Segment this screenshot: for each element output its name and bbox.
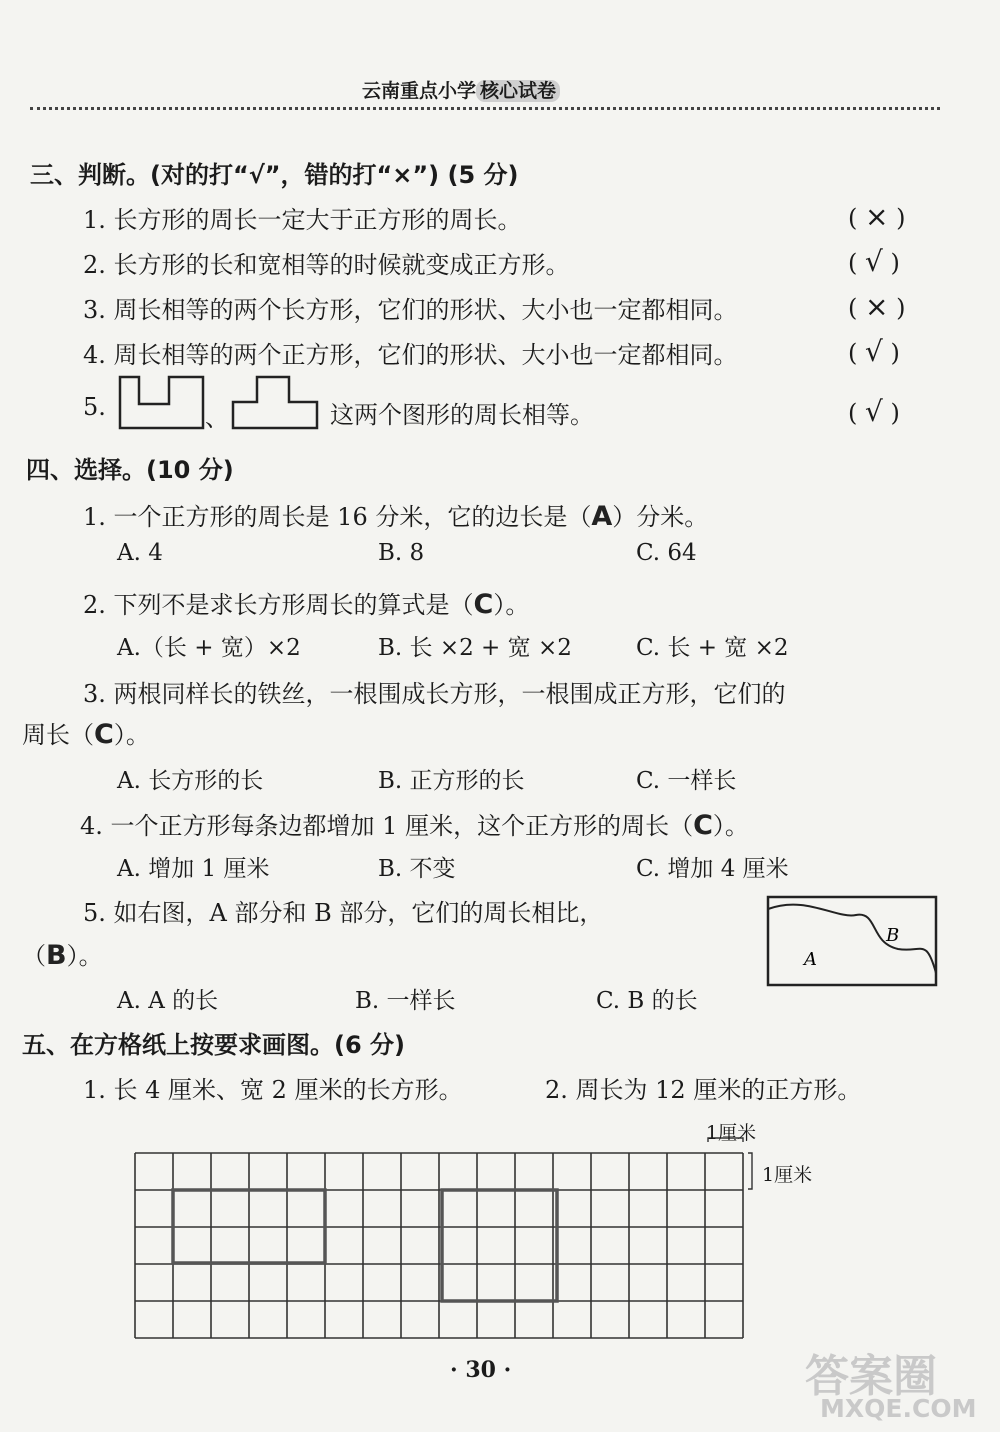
choice-q5-option-c: C. B 的长 [596, 988, 698, 1014]
choice-q2-stem-end: ）。 [493, 591, 530, 619]
choice-q1 [83, 497, 708, 532]
choice-q3-line2 [22, 715, 150, 750]
unit-bracket-side [748, 1153, 752, 1189]
choice-q5-num: 5. [83, 899, 106, 927]
check-mark: √ [865, 395, 883, 428]
choice-q3-stem-line2: 周长（ [22, 721, 94, 749]
judge-item-1 [83, 200, 522, 235]
choice-q5-answer: B [46, 940, 67, 971]
judge-item-1-text: 长方形的周长一定大于正方形的周长。 [113, 206, 522, 234]
header-divider [30, 107, 940, 110]
choice-q2-option-a: A.（长 + 宽）×2 [117, 635, 301, 661]
judge-item-4 [83, 335, 738, 370]
figure-label-a: A [804, 949, 817, 970]
choice-q4-stem: 一个正方形每条边都增加 1 厘米，这个正方形的周长（ [110, 812, 694, 840]
watermark-url: MXQE.COM [820, 1394, 977, 1423]
choice-q2-stem: 下列不是求长方形周长的算式是（ [113, 591, 474, 619]
header-title-highlight: 核心试卷 [476, 80, 560, 102]
judge-item-3-num: 3. [83, 296, 106, 324]
choice-q5-option-b: B. 一样长 [355, 988, 456, 1014]
check-mark: √ [865, 245, 883, 278]
notched-rectangle-shape [120, 377, 203, 428]
section5-title: 五、在方格纸上按要求画图。(6 分) [22, 1031, 405, 1059]
judge-item-2-num: 2. [83, 251, 106, 279]
choice-q4-stem-end: ）。 [712, 812, 749, 840]
choice-q1-option-c: C. 64 [636, 540, 697, 566]
figure-label-b: B [886, 925, 900, 946]
choice-q3-option-c: C. 一样长 [636, 768, 737, 794]
unit-label-side: 1厘米 [762, 1164, 813, 1186]
choice-q4-num: 4. [80, 812, 103, 840]
choice-q3-option-a: A. 长方形的长 [117, 768, 264, 794]
choice-q4-option-a: A. 增加 1 厘米 [117, 856, 270, 882]
page-number: · 30 · [450, 1357, 512, 1383]
choice-q5-line2 [22, 936, 103, 971]
draw-task-2: 2. 周长为 12 厘米的正方形。 [545, 1076, 862, 1104]
grid-paper [130, 1115, 830, 1345]
choice-q3-answer: C [94, 719, 114, 750]
choice-q2-num: 2. [83, 591, 106, 619]
choice-q4-option-c: C. 增加 4 厘米 [636, 856, 789, 882]
choice-q1-answer: A [591, 501, 613, 532]
choice-q1-option-a: A. 4 [117, 540, 163, 566]
choice-q5-option-a: A. A 的长 [117, 988, 219, 1014]
judge-answer-5: ( √ ) [848, 395, 900, 428]
section3-title: 三、判断。(对的打“√”，错的打“×”) (5 分) [30, 161, 519, 189]
choice-q5 [83, 893, 603, 928]
choice-q1-stem-end: ）分米。 [612, 503, 709, 531]
choice-q2-answer: C [473, 589, 494, 620]
judge-answer-4: ( √ ) [848, 335, 900, 368]
section4-title: 四、选择。(10 分) [26, 456, 234, 484]
drawn-square [442, 1190, 557, 1301]
choice-q1-stem: 一个正方形的周长是 16 分米，它的边长是（ [113, 503, 592, 531]
judge-answer-1: ( × ) [848, 200, 906, 233]
judge-item-2-text: 长方形的长和宽相等的时候就变成正方形。 [113, 251, 570, 279]
judge-item-5-separator: 、 [205, 404, 229, 432]
judge-item-5-text: 这两个图形的周长相等。 [330, 401, 594, 429]
judge-item-3 [83, 290, 738, 325]
check-mark: √ [865, 335, 883, 368]
figure-frame [768, 897, 936, 985]
judge-item-5-num: 5. [83, 393, 106, 421]
choice-q2 [83, 585, 529, 620]
choice-q5-figure [766, 895, 938, 987]
grid-lines [135, 1153, 743, 1338]
choice-q5-stem: 如右图，A 部分和 B 部分，它们的周长相比， [113, 899, 604, 927]
draw-task-1: 1. 长 4 厘米、宽 2 厘米的长方形。 [83, 1076, 463, 1104]
choice-q4-option-b: B. 不变 [378, 856, 456, 882]
judge-item-1-num: 1. [83, 206, 106, 234]
choice-q1-option-b: B. 8 [378, 540, 425, 566]
judge-answer-2: ( √ ) [848, 245, 900, 278]
stepped-shape [233, 377, 317, 428]
cross-mark: × [865, 200, 889, 233]
choice-q1-num: 1. [83, 503, 106, 531]
judge-item-2 [83, 245, 570, 280]
judge-item-4-text: 周长相等的两个正方形，它们的形状、大小也一定都相同。 [113, 341, 738, 369]
choice-q3-option-b: B. 正方形的长 [378, 768, 525, 794]
choice-q2-option-b: B. 长 ×2 + 宽 ×2 [378, 635, 572, 661]
choice-q2-option-c: C. 长 + 宽 ×2 [636, 635, 789, 661]
header-title [362, 76, 560, 103]
judge-item-3-text: 周长相等的两个长方形，它们的形状、大小也一定都相同。 [113, 296, 738, 324]
choice-q3-stem-end: ）。 [113, 721, 150, 749]
judge-answer-3: ( × ) [848, 290, 906, 323]
cross-mark: × [865, 290, 889, 323]
choice-q5-stem-end: ）。 [66, 942, 103, 970]
judge-item-4-num: 4. [83, 341, 106, 369]
watermark-logo: 答案圈 [805, 1351, 937, 1402]
figure-curve [768, 905, 936, 973]
header-title-plain: 云南重点小学 [362, 80, 477, 102]
choice-q3-stem: 两根同样长的铁丝，一根围成长方形，一根围成正方形，它们的 [113, 680, 786, 708]
choice-q3-num: 3. [83, 680, 106, 708]
choice-q4 [80, 806, 749, 841]
choice-q3 [83, 674, 786, 709]
unit-label-top: 1厘米 [706, 1122, 757, 1144]
choice-q4-answer: C [693, 810, 713, 841]
choice-q5-stem-line2: （ [22, 942, 46, 970]
